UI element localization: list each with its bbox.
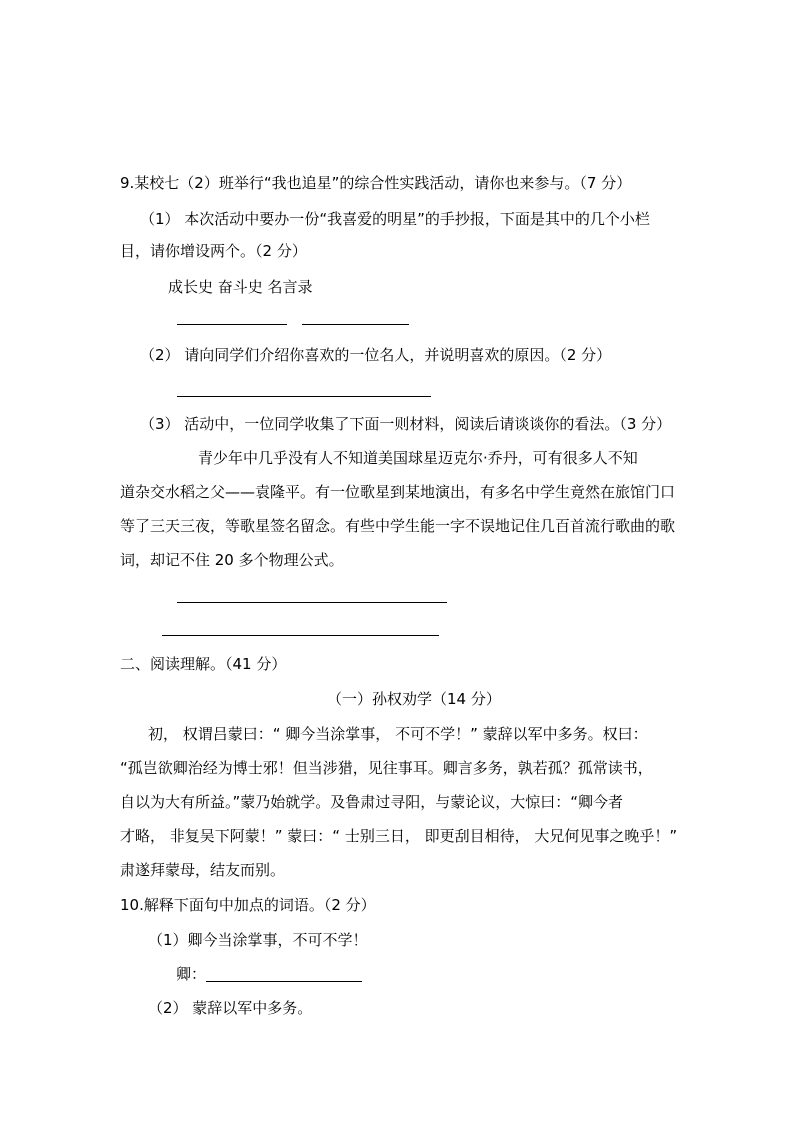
answer-blank-part3-line2[interactable]	[162, 635, 439, 636]
passage-line: 自以为大有所益。”蒙乃始就学。及鲁肃过寻阳，与蒙论议，大惊曰：“卿今者	[120, 793, 624, 811]
answer-blank-column-1[interactable]	[177, 324, 287, 325]
passage-title: （一）孙权劝学（14 分）	[327, 690, 501, 708]
passage-line: 肃遂拜蒙母，结友而别。	[120, 861, 286, 879]
passage-line: 才略， 非复吴下阿蒙！” 蒙曰：“ 士别三日， 即更刮目相待， 大兄何见事之晚乎！”	[120, 827, 678, 845]
material-line: 词，却记不住 20 多个物理公式。	[120, 551, 344, 569]
question-9-part2: （2） 请向同学们介绍你喜欢的一位名人，并说明喜欢的原因。（2 分）	[140, 346, 612, 364]
answer-blank-part2[interactable]	[177, 396, 431, 397]
passage-line: 初， 权谓吕蒙曰：“ 卿今当涂掌事， 不可不学！” 蒙辞以军中多务。权曰：	[148, 725, 648, 743]
material-line: 道杂交水稻之父——袁隆平。有一位歌星到某地演出，有多名中学生竟然在旅馆门口	[120, 483, 676, 501]
question-9-part1-line2: 目，请你增设两个。（2 分）	[120, 242, 307, 260]
question-10-sentence-1: （1）卿今当涂掌事，不可不学！	[148, 931, 368, 949]
question-10-title: 10.解释下面句中加点的词语。（2 分）	[120, 896, 376, 914]
section-2-title: 二、阅读理解。（41 分）	[120, 655, 287, 673]
question-10-sentence-2: （2） 蒙辞以军中多务。	[148, 999, 313, 1017]
question-9-part1-line1: （1） 本次活动中要办一份“我喜爱的明星”的手抄报，下面是其中的几个小栏	[140, 210, 650, 228]
word-label-qing: 卿：	[176, 965, 207, 983]
answer-blank-part3-line1[interactable]	[177, 602, 447, 603]
question-9-part3: （3） 活动中，一位同学收集了下面一则材料，阅读后请谈谈你的看法。（3 分）	[140, 415, 672, 433]
answer-blank-column-2[interactable]	[302, 324, 409, 325]
question-9-title: 9.某校七（2）班举行“我也追星”的综合性实践活动，请你也来参与。（7 分）	[120, 174, 632, 192]
existing-columns: 成长史 奋斗史 名言录	[168, 278, 313, 296]
passage-line: “孤岂欲卿治经为博士邪！但当涉猎，见往事耳。卿言多务，孰若孤？孤常读书，	[120, 759, 653, 777]
material-line: 青少年中几乎没有人不知道美国球星迈克尔·乔丹，可有很多人不知	[198, 449, 638, 467]
answer-blank-qing[interactable]	[206, 981, 362, 982]
material-line: 等了三天三夜，等歌星签名留念。有些中学生能一字不误地记住几百首流行歌曲的歌	[120, 517, 676, 535]
